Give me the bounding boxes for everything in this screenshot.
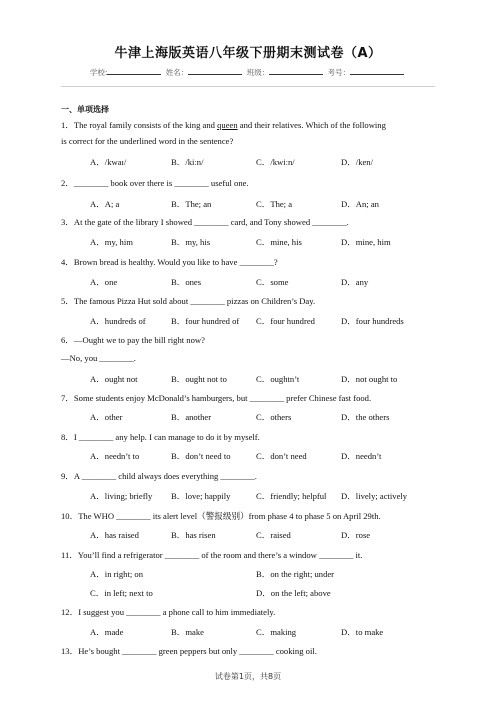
question-1-text: 1．The royal family consists of the king and xyxy=(61,120,218,130)
question-3-options xyxy=(61,236,435,248)
option-b[interactable]: B．/kiːn/ xyxy=(171,157,204,167)
option-b[interactable]: B．ought not to xyxy=(171,374,227,384)
student-info-line xyxy=(0,66,496,78)
question-3: 3．At the gate of the library I showed ________ card, and Tony showed ________. xyxy=(61,217,349,227)
option-b[interactable]: B．on the right; under xyxy=(256,569,335,579)
question-2-options xyxy=(61,198,435,210)
option-c[interactable]: C．four hundred xyxy=(256,316,315,326)
question-9-options xyxy=(61,490,435,502)
option-d[interactable]: D．the others xyxy=(341,412,390,422)
option-d[interactable]: D．four hundreds xyxy=(341,316,404,326)
option-a[interactable]: A．other xyxy=(90,412,123,422)
option-d[interactable]: D．/ken/ xyxy=(341,157,373,167)
option-a[interactable]: A．has raised xyxy=(90,530,139,540)
question-5-options xyxy=(61,315,435,327)
option-a[interactable]: A．in right; on xyxy=(90,569,143,579)
option-d[interactable]: D．rose xyxy=(341,530,371,540)
option-a[interactable]: A．ought not xyxy=(90,374,138,384)
question-12: 12．I suggest you ________ a phone call to him immediately. xyxy=(61,607,276,617)
option-c[interactable]: C．mine, his xyxy=(256,237,302,247)
question-4: 4．Brown bread is healthy. Would you like to have ________? xyxy=(61,257,278,267)
option-d[interactable]: D．on the left; above xyxy=(256,588,331,598)
question-8: 8．I ________ any help. I can manage to do it by myself. xyxy=(61,432,260,442)
option-a[interactable]: A．living; briefly xyxy=(90,491,153,501)
underlined-word: queen xyxy=(217,120,238,130)
option-d[interactable]: D．not ought to xyxy=(341,374,398,384)
option-a[interactable]: A．/kwaɪ/ xyxy=(90,157,127,167)
option-a[interactable]: A．hundreds of xyxy=(90,316,146,326)
question-6-line2: —No, you ________. xyxy=(61,353,136,363)
option-c[interactable]: C．others xyxy=(256,412,292,422)
option-c[interactable]: C．friendly; helpful xyxy=(256,491,327,501)
option-c[interactable]: C．making xyxy=(256,627,297,637)
option-b[interactable]: B．don’t need to xyxy=(171,451,231,461)
question-6: 6．—Ought we to pay the bill right now? xyxy=(61,335,205,345)
option-b[interactable]: B．ones xyxy=(171,277,202,287)
question-9: 9．A ________ child always does everything ________. xyxy=(61,471,257,481)
name-label: 姓名： xyxy=(165,68,189,77)
option-d[interactable]: D．mine, him xyxy=(341,237,391,247)
option-a[interactable]: A．needn’t to xyxy=(90,451,140,461)
option-a[interactable]: A．A; a xyxy=(90,199,120,209)
option-b[interactable]: B．another xyxy=(171,412,212,422)
option-d[interactable]: D．to make xyxy=(341,627,384,637)
divider xyxy=(61,86,435,87)
exam-number-label: 考号： xyxy=(327,68,351,77)
question-5: 5．The famous Pizza Hut sold about ________ pizzas on Children’s Day. xyxy=(61,296,316,306)
option-d[interactable]: D．needn’t xyxy=(341,451,382,461)
question-11-options-row1 xyxy=(61,568,435,580)
option-c[interactable]: C．The; a xyxy=(256,199,293,209)
question-12-options xyxy=(61,626,435,638)
question-7: 7．Some students enjoy McDonald’s hamburgers, but ________ prefer Chinese fast food. xyxy=(61,393,372,403)
option-a[interactable]: A．made xyxy=(90,627,124,637)
page-footer: 试卷第1页，共8页 xyxy=(214,672,282,681)
option-c[interactable]: C．/kwiːn/ xyxy=(256,157,295,167)
question-10-options xyxy=(61,529,435,541)
option-b[interactable]: B．has risen xyxy=(171,530,216,540)
option-b[interactable]: B．make xyxy=(171,627,204,637)
question-1-text-cont: and their relatives. Which of the following xyxy=(237,120,386,130)
question-1-options xyxy=(61,156,435,168)
option-c[interactable]: C．raised xyxy=(256,530,291,540)
option-b[interactable]: B．love; happily xyxy=(171,491,231,501)
option-a[interactable]: A．my, him xyxy=(90,237,133,247)
question-6-options xyxy=(61,373,435,385)
question-4-options xyxy=(61,276,435,288)
school-label: 学校: xyxy=(89,68,108,77)
question-11: 11．You’ll find a refrigerator ________ of the room and there’s a window ________ it. xyxy=(61,550,363,560)
class-label: 班级： xyxy=(246,68,270,77)
question-1-line2: is correct for the underlined word in the sentence? xyxy=(61,136,234,146)
question-2: 2．________ book over there is ________ useful one. xyxy=(61,178,249,188)
option-b[interactable]: B．The; an xyxy=(171,199,212,209)
exam-number-blank[interactable] xyxy=(350,66,404,75)
name-blank[interactable] xyxy=(188,66,242,75)
option-d[interactable]: D．any xyxy=(341,277,369,287)
school-blank[interactable] xyxy=(107,66,161,75)
question-13: 13．He’s bought ________ green peppers but only ________ cooking oil. xyxy=(61,646,317,656)
option-c[interactable]: C．don’t need xyxy=(256,451,307,461)
option-d[interactable]: D．lively; actively xyxy=(341,491,408,501)
question-8-options xyxy=(61,450,435,462)
option-b[interactable]: B．four hundred of xyxy=(171,316,240,326)
class-blank[interactable] xyxy=(269,66,323,75)
page-title: 牛津上海版英语八年级下册期末测试卷（A） xyxy=(114,46,382,61)
option-a[interactable]: A．one xyxy=(90,277,118,287)
question-11-options-row2 xyxy=(61,587,435,599)
option-c[interactable]: C．in left; next to xyxy=(90,588,153,598)
option-c[interactable]: C．oughtn’t xyxy=(256,374,300,384)
question-7-options xyxy=(61,411,435,423)
question-10: 10．The WHO ________ its alert level（警报级别）from phase 4 to phase 5 on April 29th. xyxy=(61,511,381,521)
question-1 xyxy=(61,119,386,131)
option-c[interactable]: C．some xyxy=(256,277,289,287)
section-heading: 一、单项选择 xyxy=(61,105,109,114)
option-d[interactable]: D．An; an xyxy=(341,199,379,209)
option-b[interactable]: B．my, his xyxy=(171,237,211,247)
